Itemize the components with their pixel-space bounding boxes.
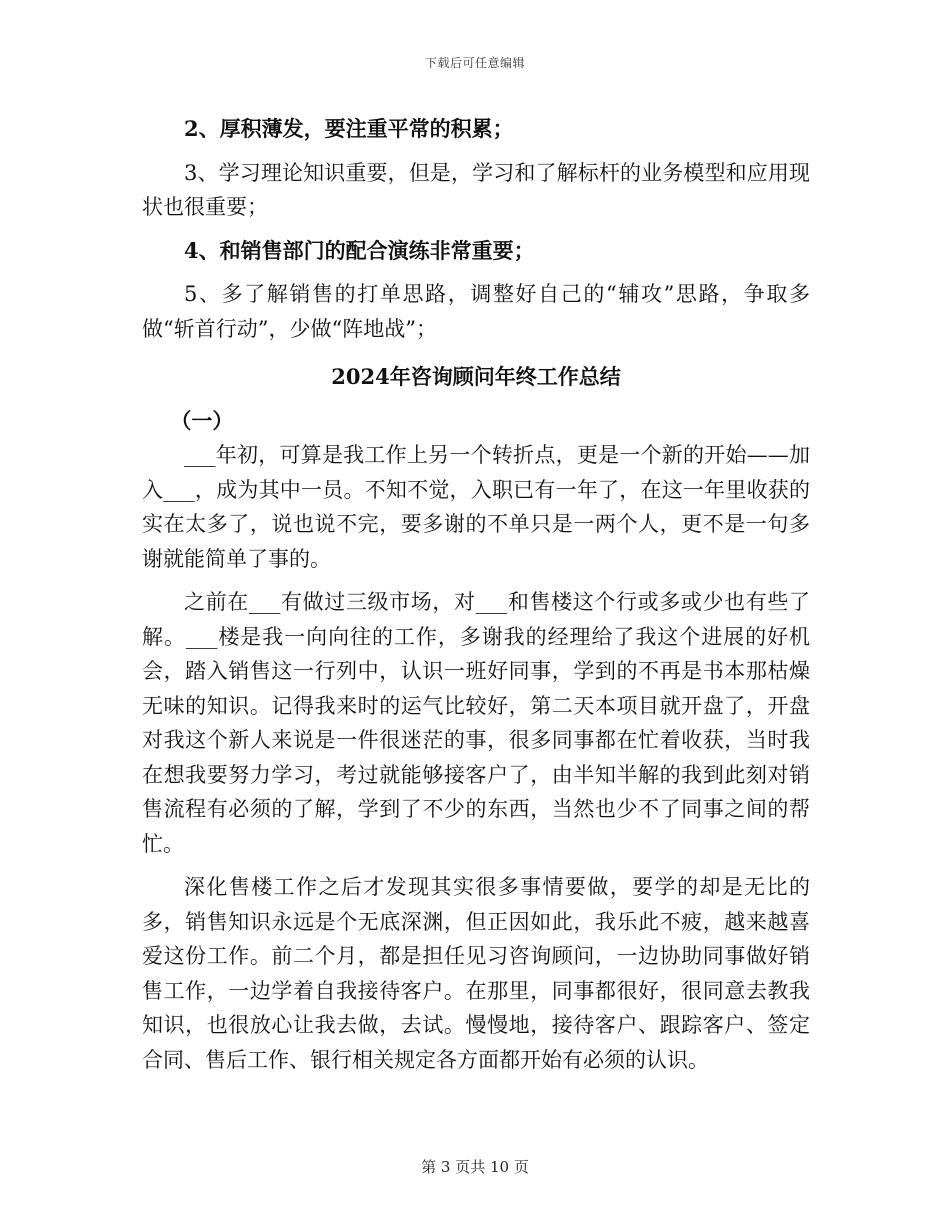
- list-item-3: 3、学习理论知识重要，但是，学习和了解标杆的业务模型和应用现状也很重要；: [142, 160, 810, 219]
- list-item-4: 4、和销售部门的配合演练非常重要；: [184, 237, 535, 263]
- document-body: [142, 112, 810, 1077]
- list-item-5: 5、多了解销售的打单思路，调整好自己的“辅攻”思路，争取多做“斩首行动”，少做“阵地战”；: [142, 282, 810, 341]
- paragraph-1: ___年初，可算是我工作上另一个转折点，更是一个新的开始——加入___，成为其中一员。不知不觉，入职已有一年了，在这一年里收获的实在太多了，说也说不完，要多谢的不单只是一两个人，更不是一句多谢就能简单了事的。: [142, 443, 810, 571]
- section-title: 2024年咨询顾问年终工作总结: [331, 364, 621, 389]
- paragraph-3: 深化售楼工作之后才发现其实很多事情要做，要学的却是无比的多，销售知识永远是个无底深渊，但正因如此，我乐此不疲，越来越喜爱这份工作。前二个月，都是担任见习咨询顾问，一边协助同事做好销售工作，一边学着自我接待客户。在那里，同事都很好，很同意去教我知识，也很放心让我去做，去试。慢慢地，接待客户、跟踪客户、签定合同、售后工作、银行相关规定各方面都开始有必须的认识。: [142, 875, 810, 1072]
- page-number: 第 3 页共 10 页: [421, 1158, 529, 1176]
- sub-title: （一）: [170, 408, 234, 433]
- paragraph-2: 之前在___有做过三级市场，对___和售楼这个行或多或少也有些了解。___楼是我一向向往的工作，多谢我的经理给了我这个进展的好机会，踏入销售这一行列中，认识一班好同事，学到的不再是书本那枯燥无味的知识。记得我来时的运气比较好，第二天本项目就开盘了，开盘对我这个新人来说是一件很迷茫的事，很多同事都在忙着收获，当时我在想我要努力学习，考过就能够接客户了，由半知半解的我到此刻对销售流程有必须的了解，学到了不少的东西，当然也少不了同事之间的帮忙。: [142, 590, 810, 856]
- list-item-2: 2、厚积薄发，要注重平常的积累；: [184, 116, 514, 141]
- header-note: 下载后可任意编辑: [424, 56, 525, 70]
